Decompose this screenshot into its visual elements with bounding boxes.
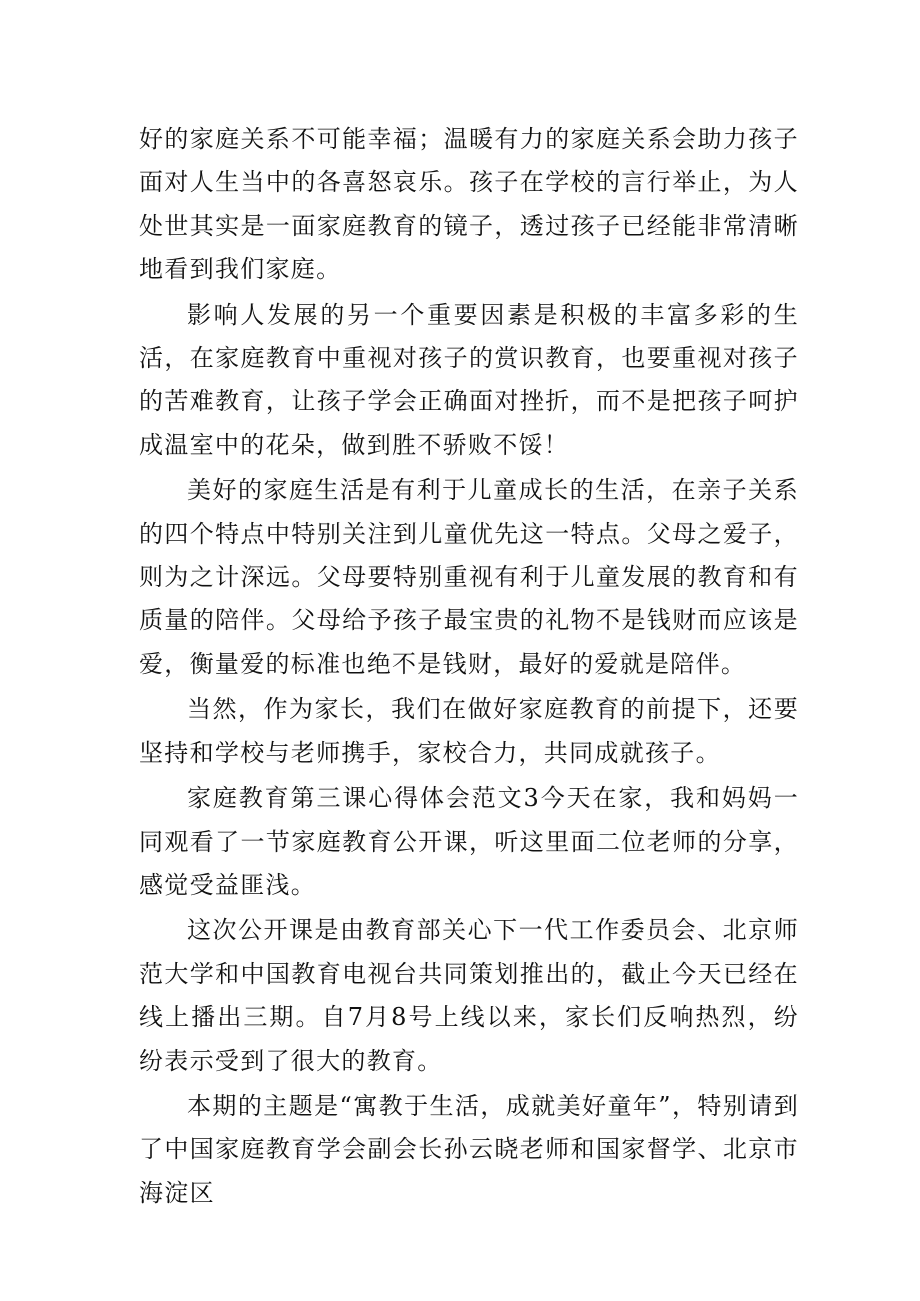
paragraph-3: 美好的家庭生活是有利于儿童成长的生活，在亲子关系的四个特点中特别关注到儿童优先这一特点。父母之爱子，则为之计深远。父母要特别重视有利于儿童发展的教育和有质量的陪伴。父母给予孩子最宝贵的礼物不是钱财而应该是爱，衡量爱的标准也绝不是钱财，最好的爱就是陪伴。 bbox=[139, 476, 799, 678]
paragraph-6: 这次公开课是由教育部关心下一代工作委员会、北京师范大学和中国教育电视台共同策划推出的，截止今天已经在线上播出三期。自7月8号上线以来，家长们反响热烈，纷纷表示受到了很大的教育。 bbox=[139, 916, 799, 1075]
paragraph-7: 本期的主题是“寓教于生活，成就美好童年”，特别请到了中国家庭教育学会副会长孙云晓老师和国家督学、北京市海淀区 bbox=[139, 1091, 799, 1207]
document-body bbox=[139, 118, 799, 1217]
paragraph-2: 影响人发展的另一个重要因素是积极的丰富多彩的生活，在家庭教育中重视对孩子的赏识教育，也要重视对孩子的苦难教育，让孩子学会正确面对挫折，而不是把孩子呵护成温室中的花朵，做到胜不骄败不馁！ bbox=[139, 300, 799, 459]
paragraph-4: 当然，作为家长，我们在做好家庭教育的前提下，还要坚持和学校与老师携手，家校合力，共同成就孩子。 bbox=[139, 695, 799, 767]
paragraph-5: 家庭教育第三课心得体会范文3今天在家，我和妈妈一同观看了一节家庭教育公开课，听这里面二位老师的分享，感觉受益匪浅。 bbox=[139, 784, 799, 899]
paragraph-1: 好的家庭关系不可能幸福；温暖有力的家庭关系会助力孩子面对人生当中的各喜怒哀乐。孩子在学校的言行举止，为人处世其实是一面家庭教育的镜子，透过孩子已经能非常清晰地看到我们家庭。 bbox=[139, 125, 799, 284]
